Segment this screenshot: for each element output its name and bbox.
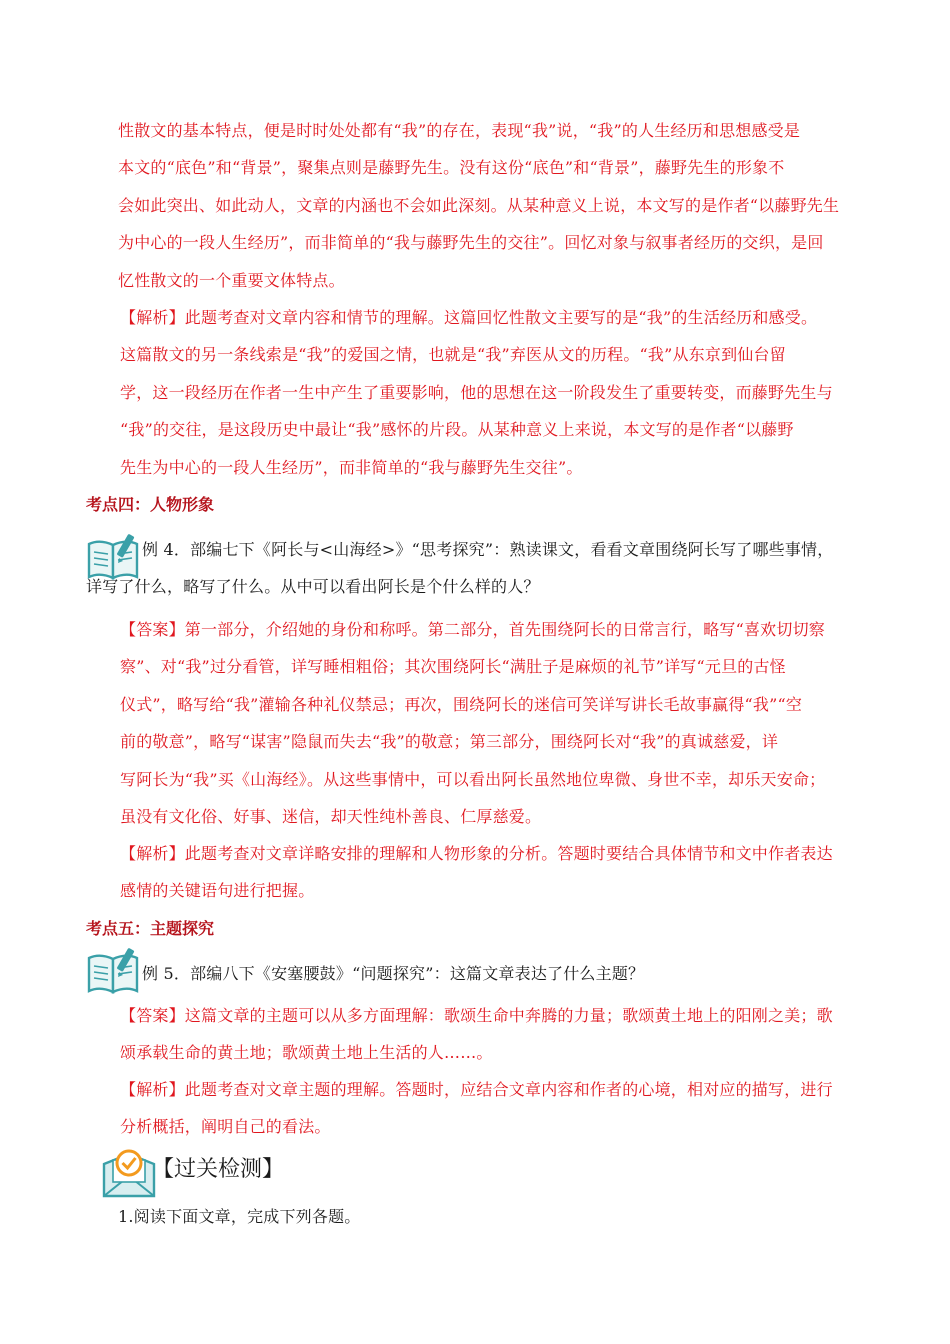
text-line: 例 4．部编七下《阿长与<山海经>》“思考探究”：熟读课文，看看文章围绕阿长写了哪些事情， <box>142 540 834 559</box>
analysis-paragraph <box>120 299 866 486</box>
answer-paragraph <box>120 611 866 835</box>
section-heading: 考点五：主题探究 <box>86 919 215 938</box>
check-badge-icon <box>100 1146 158 1200</box>
text-line: 察”、对“我”过分看管，详写睡相粗俗；其次围绕阿长“满肚子是麻烦的礼节”详写“元旦的古怪 <box>120 657 786 677</box>
text-line: 先生为中心的一段人生经历”，而非简单的“我与藤野先生交往”。 <box>120 457 583 477</box>
text-line: 忆性散文的一个重要文体特点。 <box>118 270 345 290</box>
analysis-paragraph <box>120 835 866 910</box>
text-line: 【解析】此题考查对文章详略安排的理解和人物形象的分析。答题时要结合具体情节和文中作者表达 <box>120 844 833 863</box>
text-line: 性散文的基本特点，便是时时处处都有“我”的存在，表现“我”说，“我”的人生经历和思想感受是 <box>118 121 801 140</box>
text-line: 仪式”，略写给“我”灌输各种礼仪禁忌；再次，围绕阿长的迷信可笑详写讲长毛故事赢得“我”“空 <box>120 694 803 714</box>
text-line: 【答案】第一部分，介绍她的身份和称呼。第二部分，首先围绕阿长的日常言行，略写“喜欢切切察 <box>120 620 825 639</box>
text-line: 颂承载生命的黄土地；歌颂黄土地上生活的人……。 <box>120 1043 493 1063</box>
text-line: 【答案】这篇文章的主题可以从多方面理解：歌颂生命中奔腾的力量；歌颂黄土地上的阳刚之美；歌 <box>120 1006 833 1025</box>
text-line: 虽没有文化俗、好事、迷信，却天性纯朴善良、仁厚慈爱。 <box>120 807 542 827</box>
text-line: 前的敬意”，略写“谋害”隐鼠而失去“我”的敬意；第三部分，围绕阿长对“我”的真诚慈爱，详 <box>120 732 779 752</box>
text-line: “我”的交往，是这段历史中最让“我”感怀的片段。从某种意义上来说，本文写的是作者“以藤野 <box>120 420 794 440</box>
text-line: 本文的“底色”和“背景”，聚集点则是藤野先生。没有这份“底色”和“背景”，藤野先生的形象不 <box>118 158 785 178</box>
text-line: 感情的关键语句进行把握。 <box>120 881 315 901</box>
text-line: 会如此突出、如此动人，文章的内涵也不会如此深刻。从某种意义上说，本文写的是作者“以藤野先生 <box>118 195 840 215</box>
continuation-paragraph <box>118 112 864 299</box>
text-line: 分析概括，阐明自己的看法。 <box>120 1117 331 1137</box>
text-line: 为中心的一段人生经历”，而非简单的“我与藤野先生的交往”。回忆对象与叙事者经历的交织，是回 <box>118 233 824 253</box>
example-question <box>86 531 864 606</box>
section-heading: 考点四：人物形象 <box>86 495 215 514</box>
text-line: 这篇散文的另一条线索是“我”的爱国之情，也就是“我”弃医从文的历程。“我”从东京到仙台留 <box>120 345 786 365</box>
text-line: 【解析】此题考查对文章主题的理解。答题时，应结合文章内容和作者的心境，相对应的描写，进行 <box>120 1080 833 1099</box>
text-line: 【解析】此题考查对文章内容和情节的理解。这篇回忆性散文主要写的是“我”的生活经历和感受。 <box>120 308 818 327</box>
text-line: 写阿长为“我”买《山海经》。从这些事情中，可以看出阿长虽然地位卑微、身世不幸，却乐天安命； <box>120 769 826 789</box>
text-line: 学，这一段经历在作者一生中产生了重要影响，他的思想在这一阶段发生了重要转变，而藤野先生与 <box>120 382 833 402</box>
example-question <box>86 955 864 992</box>
answer-paragraph <box>120 997 866 1072</box>
text-line: 例 5．部编八下《安塞腰鼓》“问题探究”：这篇文章表达了什么主题？ <box>142 964 645 983</box>
question-line: 1.阅读下面文章，完成下列各题。 <box>118 1207 361 1226</box>
section-title: 【过关检测】 <box>152 1157 285 1182</box>
analysis-paragraph <box>120 1071 866 1146</box>
text-line: 详写了什么，略写了什么。从中可以看出阿长是个什么样的人？ <box>86 577 540 597</box>
